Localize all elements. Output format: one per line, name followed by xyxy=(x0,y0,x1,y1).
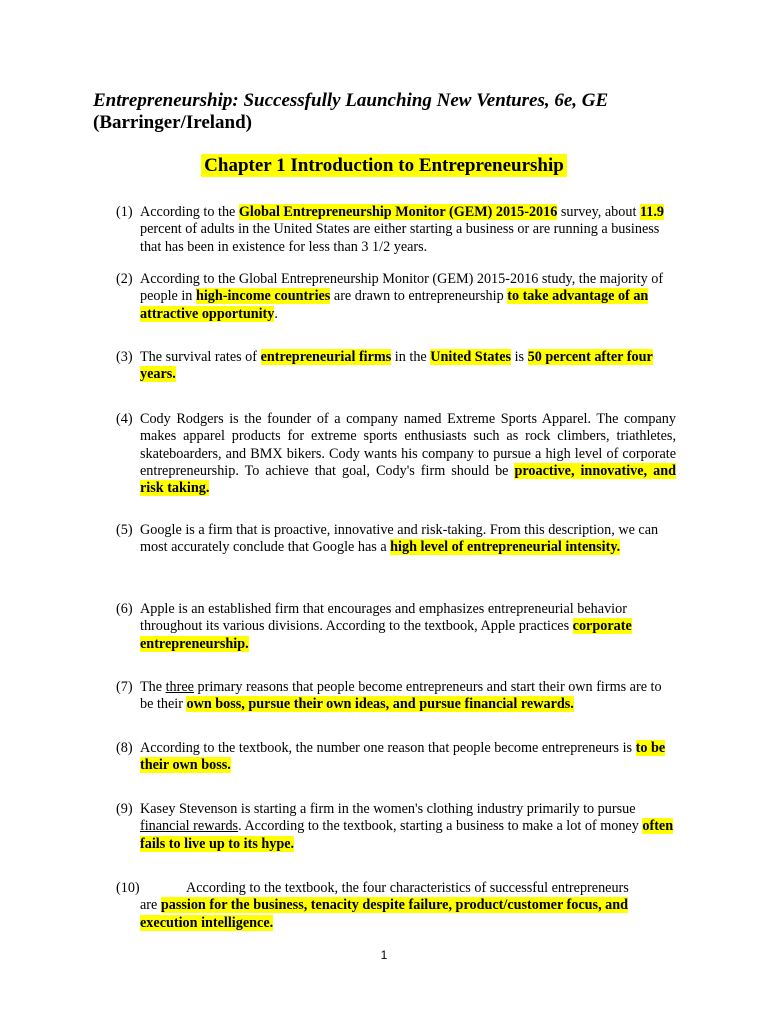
highlight: 11.9 xyxy=(639,204,664,220)
highlight: proactive, innovative, and risk taking. xyxy=(140,462,676,497)
question-3 xyxy=(116,349,676,384)
highlight: passion for the business, tenacity despite failure, product/customer focus, and execution intelligence. xyxy=(140,897,629,931)
text-run: Apple is an established firm that encourages and emphasizes entrepreneurial behavior throughout its various divisions. According to the textbook, Apple practices xyxy=(140,601,627,635)
question-6 xyxy=(116,601,676,653)
text-run: survey, about xyxy=(557,204,640,220)
question-number: (3) xyxy=(116,349,133,365)
question-7 xyxy=(116,679,676,714)
question-text-continued xyxy=(140,897,676,932)
text-run: Cody Rodgers is the founder of a company named Extreme Sports Apparel. The company makes apparel products for extreme sports enthusiasts such as rock climbers, triathletes, skateboarders, and BMX bikers. Cody wants his company to pursue a high level of corporate entrepreneurship. To achieve that goal, Cody's firm should be xyxy=(140,411,676,479)
book-authors: (Barringer/Ireland) xyxy=(93,112,253,133)
chapter-title: Chapter 1 Introduction to Entrepreneurship xyxy=(201,154,567,177)
question-2 xyxy=(116,271,676,323)
highlight: own boss, pursue their own ideas, and pursue financial rewards. xyxy=(186,696,574,713)
text-run: . xyxy=(274,305,278,322)
text-run: . According to the textbook, starting a business to make a lot of money xyxy=(238,818,643,835)
text-run: Kasey Stevenson is starting a firm in the women's clothing industry primarily to pursue xyxy=(140,801,636,817)
question-9 xyxy=(116,801,676,853)
text-run: The xyxy=(140,679,166,695)
question-number: (5) xyxy=(116,522,133,538)
question-1 xyxy=(116,204,676,256)
highlight: to take advantage of an attractive opportunity xyxy=(140,288,649,322)
question-4 xyxy=(116,411,676,497)
question-text xyxy=(140,679,676,714)
question-number: (4) xyxy=(116,411,133,427)
question-number: (1) xyxy=(116,204,133,220)
question-text xyxy=(140,740,676,775)
highlight: 50 percent after four years. xyxy=(140,349,653,383)
text-run: According to the xyxy=(140,204,239,220)
question-number: (10) xyxy=(116,880,140,896)
question-8 xyxy=(116,740,676,775)
text-run: According to the Global Entrepreneurship Monitor (GEM) 2015-2016 study, the majority of people in xyxy=(140,271,664,305)
chapter-heading xyxy=(0,153,768,179)
highlight: high level of entrepreneurial intensity. xyxy=(390,539,621,556)
question-text xyxy=(140,204,676,256)
highlight: entrepreneurial firms xyxy=(260,349,392,365)
question-number: (7) xyxy=(116,679,133,695)
text-run: are xyxy=(140,897,161,914)
text-run: primary reasons that people become entrepreneurs and start their own firms are to be their xyxy=(140,679,662,713)
question-number: (2) xyxy=(116,271,133,287)
question-text: According to the textbook, the four characteristics of successful entrepreneurs xyxy=(186,880,629,896)
question-text xyxy=(140,601,676,653)
text-run: The survival rates of xyxy=(140,349,261,365)
underlined-text: three xyxy=(165,679,194,695)
book-title-italic: Entrepreneurship: Successfully Launching New Ventures, 6e, GE xyxy=(93,90,609,111)
page-number: 1 xyxy=(380,948,388,962)
question-text xyxy=(140,522,676,557)
question-10 xyxy=(116,880,676,932)
highlight: to be their own boss. xyxy=(140,740,666,774)
text-run: Google is a firm that is proactive, innovative and risk-taking. From this description, we can most accurately conclude that Google has a xyxy=(140,522,659,556)
highlight: corporate entrepreneurship. xyxy=(140,618,632,652)
question-text xyxy=(140,411,676,497)
question-text xyxy=(140,271,676,323)
highlight: United States xyxy=(430,349,512,365)
question-text xyxy=(140,349,676,384)
text-run: in the xyxy=(391,349,431,365)
question-5 xyxy=(116,522,676,557)
question-number: (9) xyxy=(116,801,133,817)
question-number: (8) xyxy=(116,740,133,756)
underlined-text: financial rewards xyxy=(140,818,239,835)
text-run: are drawn to entrepreneurship xyxy=(330,288,508,305)
book-title xyxy=(93,90,733,134)
text-run: is xyxy=(511,349,528,365)
question-number: (6) xyxy=(116,601,133,617)
question-text xyxy=(140,801,676,853)
highlight: Global Entrepreneurship Monitor (GEM) 2015-2016 xyxy=(238,204,558,220)
highlight: often fails to live up to its hype. xyxy=(140,818,674,852)
text-run: percent of adults in the United States are either starting a business or are running a business that has been in existence for less than 3 1/2 years. xyxy=(140,221,660,255)
highlight: high-income countries xyxy=(195,288,331,305)
text-run: According to the textbook, the number one reason that people become entrepreneurs is xyxy=(140,740,636,756)
